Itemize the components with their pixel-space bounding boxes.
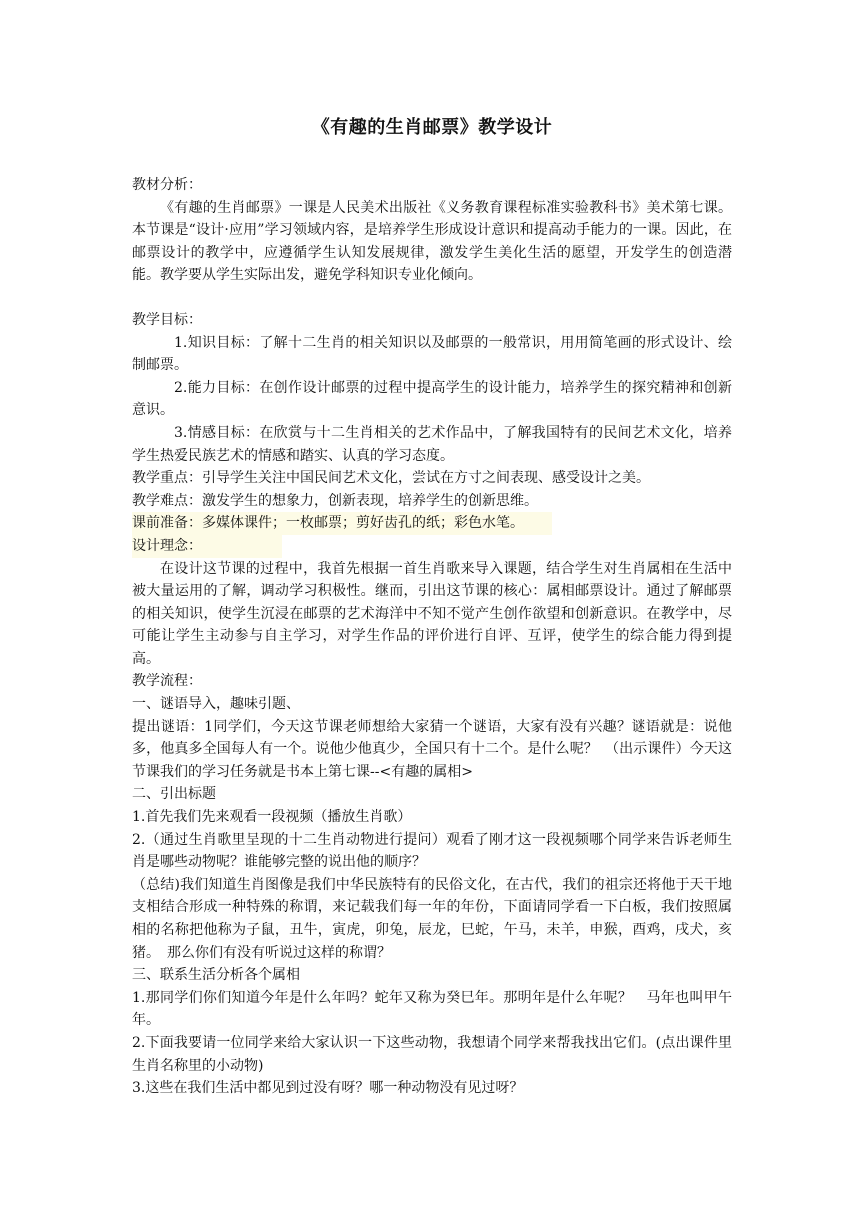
process-step-question: 2.（通过生肖歌里呈现的十二生肖动物进行提问）观看了刚才这一段视频哪个同学来告诉老师生肖是哪些动物呢？谁能够完整的说出他的顺序？	[132, 831, 732, 871]
analysis-body: 《有趣的生肖邮票》一课是人民美术出版社《义务教育课程标准实验教科书》美术第七课。本节课是“设计·应用”学习领域内容，是培养学生形成设计意识和提高动手能力的一课。因此，在邮票设计的教学中，应遵循学生认知发展规律，激发学生美化生活的愿望，开发学生的创造潜能。教学要从学生实际出发，避免学科知识专业化倾向。	[132, 199, 732, 284]
concept-heading: 设计理念：	[132, 535, 282, 558]
goal-emotion: 3.情感目标：在欣赏与十二生肖相关的艺术作品中，了解我国特有的民间艺术文化，培养学生热爱民族艺术的情感和踏实、认真的学习态度。	[132, 424, 732, 464]
document-page	[132, 116, 732, 1100]
process-section-2: 二、引出标题	[132, 786, 216, 803]
process-step-animals: 2.下面我要请一位同学来给大家认识一下这些动物，我想请个同学来帮我找出它们。(点出课件里生肖名称里的小动物)	[132, 1034, 732, 1074]
process-section-3: 三、联系生活分析各个属相	[132, 967, 300, 984]
process-step-year: 1.那同学们你们知道今年是什么年吗？蛇年又称为癸巳年。那明年是什么年呢？ 马年也叫甲午年。	[132, 989, 732, 1029]
goal-ability: 2.能力目标：在创作设计邮票的过程中提高学生的设计能力，培养学生的探究精神和创新意识。	[132, 379, 732, 419]
document-title: 《有趣的生肖邮票》教学设计	[311, 117, 553, 138]
key-point: 教学重点：引导学生关注中国民间艺术文化，尝试在方寸之间表现、感受设计之美。	[132, 470, 650, 487]
concept-body: 在设计这节课的过程中，我首先根据一首生肖歌来导入课题，结合学生对生肖属相在生活中被大量运用的了解，调动学习积极性。继而，引出这节课的核心：属相邮票设计。通过了解邮票的相关知识，使学生沉浸在邮票的艺术海洋中不知不觉产生创作欲望和创新意识。在教学中，尽可能让学生主动参与自主学习，对学生作品的评价进行自评、互评，使学生的综合能力得到提高。	[132, 560, 732, 667]
process-section-1: 一、谜语导入，趣味引题、	[132, 696, 300, 713]
spacer	[132, 287, 732, 309]
preparation: 课前准备：多媒体课件；一枚邮票；剪好齿孔的纸；彩色水笔。	[132, 512, 552, 535]
process-riddle: 提出谜语：1同学们，今天这节课老师想给大家猜一个谜语，大家有没有兴趣？谜语就是：说他多，他真多全国每人有一个。说他少他真少，全国只有十二个。是什么呢？ （出示课件）今天这节课我们的学习任务就是书本上第七课--<有趣的属相>	[132, 718, 732, 780]
process-step-video: 1.首先我们先来观看一段视频（播放生肖歌）	[132, 809, 412, 826]
process-heading: 教学流程：	[132, 673, 202, 690]
process-summary: （总结)我们知道生肖图像是我们中华民族特有的民俗文化，在古代，我们的祖宗还将他于天干地支相结合形成一种特殊的称谓，来记载我们每一年的年份，下面请同学看一下白板，我们按照属相的名称把他称为子鼠，丑牛，寅虎，卯兔，辰龙，巳蛇，午马，未羊，申猴，酉鸡，戌犬，亥猪。 那么你们有没有听说过这样的称谓？	[132, 876, 732, 961]
goal-knowledge: 1.知识目标：了解十二生肖的相关知识以及邮票的一般常识，用用简笔画的形式设计、绘制邮票。	[132, 334, 732, 374]
process-step-life: 3.这些在我们生活中都见到过没有呀？哪一种动物没有见过呀？	[132, 1080, 524, 1097]
goals-heading: 教学目标：	[132, 311, 202, 328]
difficulty: 教学难点：激发学生的想象力，创新表现，培养学生的创新思维。	[132, 492, 538, 509]
analysis-heading: 教材分析：	[132, 177, 202, 193]
